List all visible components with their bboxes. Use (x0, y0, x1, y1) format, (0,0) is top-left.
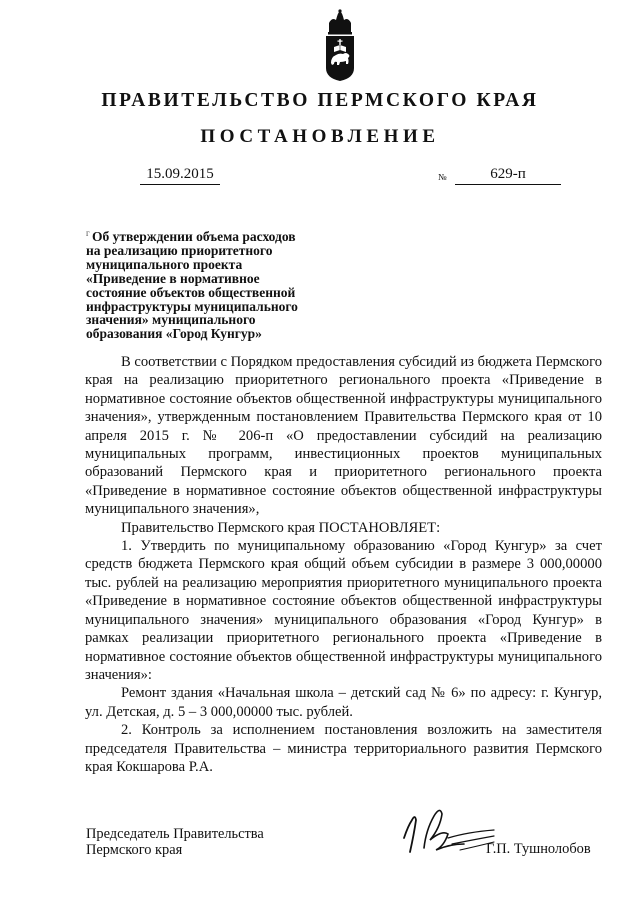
subject-line: на реализацию приоритетного (86, 242, 273, 258)
subject-line: инфраструктуры муниципального (86, 298, 298, 314)
body-paragraph-resolves: Правительство Пермского края ПОСТАНОВЛЯЕТ: (121, 519, 441, 536)
subject-line: значения» муниципального (86, 312, 256, 328)
coat-of-arms-emblem (322, 8, 358, 82)
subject-line: муниципального проекта (86, 256, 243, 272)
document-number-label: № (438, 172, 447, 182)
signatory-position (86, 827, 264, 858)
subject-line: «Приведение в нормативное (86, 270, 260, 286)
body-paragraph-item-1: 1. Утвердить по муниципальному образованию «Город Кунгур» за счет средств бюджета Пермского края общий объем субсидии в размере 3 000,00000 тыс. рублей на реализацию мероприятия приоритетного муниципального проекта «Приведение в нормативное состояние объектов общественной инфраструктуры муниципального значения» муниципального образования «Город Кунгур» в рамках реализации приоритетного регионального проекта «Приведение в нормативное состояние объектов общественной инфраструктуры муниципального значения»: (85, 538, 602, 683)
subject-line: Об утверждении объема расходов (92, 229, 296, 244)
signatory-position-line: Пермского края (86, 841, 183, 858)
signatory-name: Г.П. Тушнолобов (486, 841, 591, 857)
handwritten-signature (390, 800, 500, 862)
document-subject (86, 230, 346, 341)
government-title: ПРАВИТЕЛЬСТВО ПЕРМСКОГО КРАЯ (101, 90, 539, 111)
subject-line: образования «Город Кунгур» (86, 326, 262, 342)
body-paragraph-item-2: 2. Контроль за исполнением постановления возложить на заместителя председателя Правительства – министра территориального развития Пермского края Кокшарова Р.А. (85, 722, 602, 775)
signatory-position-line: Председатель Правительства (86, 826, 264, 842)
subject-line: состояние объектов общественной (86, 284, 296, 300)
document-type-title: ПОСТАНОВЛЕНИЕ (200, 126, 440, 147)
document-number: 629-п (455, 166, 561, 185)
document-body (85, 353, 602, 776)
document-date: 15.09.2015 (140, 166, 220, 185)
subject-corner-mark: г (86, 228, 90, 238)
body-paragraph-preamble: В соответствии с Порядком предоставления субсидий из бюджета Пермского края на реализацию приоритетного регионального проекта «Приведение в нормативное состояние объектов общественной инфраструктуры муниципального значения», утвержденным постановлением Правительства Пермского края от 10 апреля 2015 г. № 206-п «О предоставлении субсидий на реализацию муниципальных программ, инвестиционных проектов муниципальных образований Пермского края и приоритетного регионального проекта «Приведение в нормативное состояние объектов общественной инфраструктуры муниципального значения», (85, 354, 603, 518)
body-paragraph-repair: Ремонт здания «Начальная школа – детский сад № 6» по адресу: г. Кунгур, ул. Детская, д. 5 – 3 000,00000 тыс. рублей. (85, 685, 602, 720)
